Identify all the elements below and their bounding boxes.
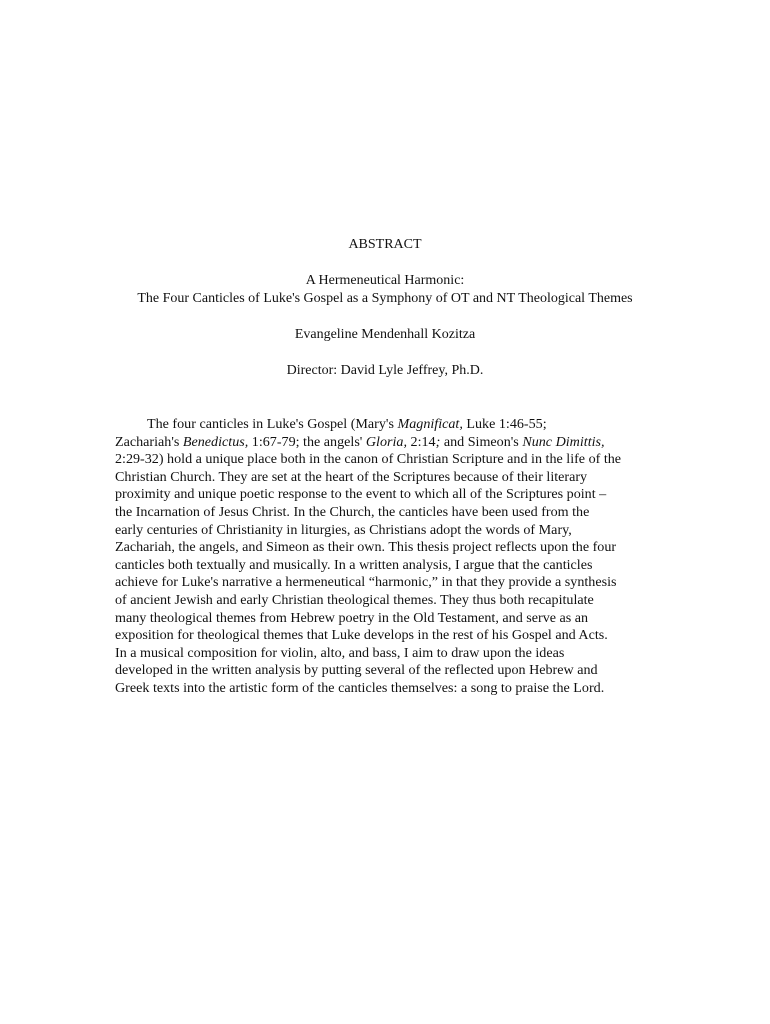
abstract-text: early centuries of Christianity in liturgies, as Christians adopt the words of Mary, <box>115 521 572 538</box>
abstract-line <box>115 662 665 680</box>
abstract-text: the Incarnation of Jesus Christ. In the Church, the canticles have been used from the <box>115 503 590 520</box>
abstract-text: and Simeon's <box>440 433 523 450</box>
abstract-text: of ancient Jewish and early Christian theological themes. They thus both recapitulate <box>115 591 594 608</box>
author-name: Evangeline Mendenhall Kozitza <box>294 327 476 342</box>
abstract-line <box>115 627 665 645</box>
abstract-line <box>115 451 665 469</box>
abstract-line <box>115 504 665 522</box>
abstract-line <box>115 592 665 610</box>
abstract-line <box>115 557 665 575</box>
abstract-text: proximity and unique poetic response to the event to which all of the Scriptures point – <box>115 486 607 503</box>
abstract-text: The four canticles in Luke's Gospel (Mary's <box>147 416 398 432</box>
abstract-text: 2:29-32) hold a unique place both in the canon of Christian Scripture and in the life of the <box>115 451 622 468</box>
abstract-line <box>115 539 665 557</box>
abstract-text: Zachariah's <box>115 433 183 450</box>
italic-title-text: ; <box>435 433 441 450</box>
abstract-line <box>115 416 665 434</box>
abstract-line <box>115 469 665 487</box>
italic-title-text: Magnificat, <box>397 416 463 432</box>
italic-title-text: Benedictus, <box>182 433 249 450</box>
title-line-1: A Hermeneutical Harmonic: <box>305 273 465 288</box>
abstract-text: many theological themes from Hebrew poetry in the Old Testament, and serve as an <box>115 609 589 626</box>
abstract-heading: ABSTRACT <box>348 237 422 252</box>
abstract-line <box>115 645 665 663</box>
abstract-text: canticles both textually and musically. In a written analysis, I argue that the canticles <box>115 556 593 573</box>
italic-title-text: Gloria, <box>365 433 407 450</box>
abstract-text: In a musical composition for violin, alto, and bass, I aim to draw upon the ideas <box>115 644 565 661</box>
abstract-text: Greek texts into the artistic form of the canticles themselves: a song to praise the Lord. <box>115 679 605 696</box>
abstract-text: exposition for theological themes that Luke develops in the rest of his Gospel and Acts. <box>115 627 608 644</box>
abstract-line <box>115 574 665 592</box>
abstract-text: Christian Church. They are set at the heart of the Scriptures because of their literary <box>115 468 588 485</box>
abstract-line <box>115 522 665 540</box>
abstract-text: 1:67-79; the angels' <box>248 433 366 450</box>
abstract-text: Luke 1:46-55; <box>462 416 547 432</box>
title-line-2: The Four Canticles of Luke's Gospel as a Symphony of OT and NT Theological Themes <box>137 291 633 306</box>
director-line: Director: David Lyle Jeffrey, Ph.D. <box>286 363 484 378</box>
italic-title-text: Nunc Dimittis, <box>522 433 605 450</box>
abstract-text: Zachariah, the angels, and Simeon as their own. This thesis project reflects upon the four <box>115 539 617 556</box>
abstract-text: achieve for Luke's narrative a hermeneutical “harmonic,” in that they provide a synthesis <box>115 574 617 591</box>
abstract-line <box>115 434 665 452</box>
abstract-text: developed in the written analysis by putting several of the reflected upon Hebrew and <box>115 662 598 679</box>
abstract-line <box>115 610 665 628</box>
abstract-body <box>115 416 665 698</box>
abstract-line <box>115 680 665 698</box>
abstract-text: 2:14 <box>407 433 436 450</box>
abstract-line <box>115 486 665 504</box>
